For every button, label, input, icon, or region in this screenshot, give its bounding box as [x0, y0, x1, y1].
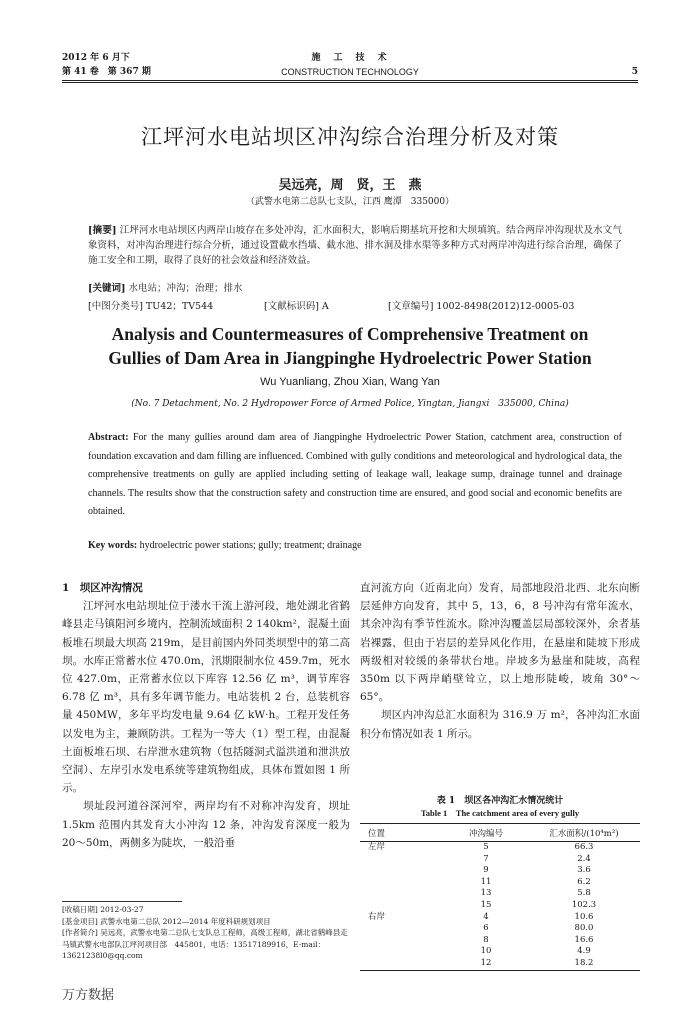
footnote-rule — [62, 901, 182, 902]
footer-watermark-text: 万方数据 — [62, 988, 115, 1003]
keywords-cn — [88, 281, 622, 296]
keywords-en-text: hydroelectric power stations; gully; treatment; drainage — [139, 540, 362, 551]
table-cell-position — [360, 958, 444, 970]
keywords-cn-label: [关键词] — [88, 283, 126, 294]
table-cell-gully-no: 6 — [483, 923, 489, 934]
keywords-en-label: Key words: — [88, 540, 138, 551]
table-header-gully-no: 冲沟编号 — [444, 824, 528, 842]
keywords-cn-text: 水电站；冲沟；治理；排水 — [128, 283, 243, 294]
keywords-en — [88, 540, 622, 551]
table-cell-position — [360, 854, 444, 866]
table-row — [360, 842, 640, 854]
table-cell-position — [360, 935, 444, 947]
table-cell-gully-no: 11 — [480, 876, 492, 887]
table-row — [360, 923, 640, 935]
table-cell-gully-no: 8 — [483, 934, 489, 945]
section-1-heading: 1 坝区冲沟情况 — [62, 582, 143, 594]
authors-cn: 吴远亮，周 贤，王 燕 — [278, 178, 422, 193]
table-1-caption-en: Table 1 The catchment area of every gully — [420, 808, 580, 818]
table-cell-area: 6.2 — [577, 876, 591, 887]
page-number: 5 — [631, 67, 638, 77]
clc-number: [中图分类号] TU42；TV544 — [88, 301, 214, 312]
table-row — [360, 888, 640, 900]
table-cell-area: 16.6 — [574, 934, 594, 945]
abstract-cn-text: 江坪河水电站坝区内两岸山坡存在多处冲沟，汇水面积大，影响后期基坑开挖和大坝填筑。结合两岸冲沟现状及水文气象资料，对冲沟治理进行综合分析，通过设置截水挡墙、截水池、排水洞及排水渠等多种方式对两岸冲沟进行综合治理，确保了施工安全和工期，取得了良好的社会效益和经济效益。 — [88, 225, 622, 266]
footnotes — [62, 904, 352, 962]
table-row — [360, 935, 640, 947]
section-1-para-1: 江坪河水电站坝址位于溇水干流上游河段，地处湖北省鹤峰县走马镇阳河乡境内，控制流域面积 2 140km²，混凝土面板堆石坝最大坝高 219m，是目前国内外同类坝型中的第二高坝。水库正常蓄水位 470.0m，汛期限制水位 459.7m，死水位 427.0m，正常蓄水位以下库容 12.56 亿 m³，调节库容 6.78 亿 m³，具有多年调节能力。电站装机 2 台，总装机容量 450MW，多年平均发电量 9.64 亿 kW·h。工程开发任务以发电为主，兼顾防洪。工程为一等大（1）型工程，由混凝土面板堆石坝、右岸泄水建筑物（包括隧洞式溢洪道和泄洪放空洞）、左岸引水发电系统等建筑物组成，具体布置如图 1 所示。 — [62, 600, 350, 795]
affiliation-cn: （武警水电第二总队七支队，江西 鹰潭 335000） — [245, 197, 455, 207]
table-cell-position: 左岸 — [368, 842, 386, 852]
issue-volume: 第 41 卷 第 367 期 — [62, 67, 151, 77]
abstract-en — [88, 429, 622, 522]
table-cell-area: 4.9 — [577, 946, 591, 957]
section-1-para-2: 坝址段河道谷深河窄，两岸均有不对称冲沟发育，坝址 1.5km 范围内其发育大小冲沟 12 条，冲沟发育深度一般为 20～50m，两侧多为陡坎，一般沿垂 — [62, 800, 350, 849]
paper-title-en-line2: Gullies of Dam Area in Jiangpinghe Hydroelectric Power Station — [108, 348, 592, 368]
section-1-para-3: 直河流方向（近南北向）发育，局部地段沿北西、北东向断层延伸方向发育，其中 5，13，6，8 号冲沟有常年流水，其余冲沟有季节性流水。除冲沟覆盖层局部较深外，余者基岩裸露，但由于岩层的差异风化作用，在悬崖和陡坡下形成两级相对较缓的条带状台地。岸坡多为悬崖和陡坡，高程 350m 以下两岸峭壁耸立，以上地形陡峻，坡角 30°～65°。 — [360, 582, 640, 704]
table-cell-area: 5.8 — [577, 888, 591, 899]
table-cell-position — [360, 877, 444, 889]
table-row — [360, 865, 640, 877]
table-cell-gully-no: 12 — [444, 958, 528, 970]
table-cell-area: 18.2 — [528, 958, 640, 970]
table-cell-area: 3.6 — [577, 865, 591, 876]
table-cell-gully-no: 15 — [480, 899, 492, 910]
right-column — [360, 579, 640, 743]
table-cell-area: 66.3 — [574, 842, 594, 852]
abstract-en-label: Abstract: — [88, 432, 129, 443]
table-cell-gully-no: 5 — [483, 842, 489, 852]
table-cell-gully-no: 7 — [483, 853, 489, 864]
table-cell-area: 10.6 — [574, 911, 594, 922]
table-header-row — [360, 824, 640, 842]
header-rule — [62, 80, 638, 81]
table-cell-area: 2.4 — [577, 853, 591, 864]
table-row — [360, 912, 640, 924]
table-row — [360, 877, 640, 889]
table-cell-position — [360, 865, 444, 877]
footnote-author: [作者简介] 吴远亮，武警水电第二总队七支队总工程师，高级工程师，湖北省鹤峰县走马镇武警水电部队江坪河项目部 445801，电话：13517189916，E-mail：13621238l0@qq.com — [62, 928, 348, 960]
abstract-cn — [88, 223, 622, 268]
table-cell-position — [360, 946, 444, 958]
abstract-en-text: For the many gullies around dam area of Jiangpinghe Hydroelectric Power Station, catchment area, construction of foundation excavation and dam filling are influenced. Combined with gully conditions and meteorological and hydrological data, the comprehensive treatments on gully are applied including setting of leakage wall, leakage sump, drainage tunnel and drainage channels. The results show that the construction safety and construction time are ensured, and good social and economic benefits are obtained. — [88, 432, 623, 517]
table-1-caption-cn: 表 1 坝区各冲沟汇水情况统计 — [436, 796, 564, 806]
table-header-position: 位置 — [360, 824, 444, 842]
table-row — [360, 900, 640, 912]
table-cell-area: 80.0 — [574, 923, 594, 934]
table-cell-area: 102.3 — [571, 899, 597, 910]
section-1-para-4: 坝区内冲沟总汇水面积为 316.9 万 m²，各冲沟汇水面积分布情况如表 1 所示。 — [360, 709, 640, 740]
footnote-fund: [基金项目] 武警水电第二总队 2012—2014 年度科研规划项目 — [62, 916, 271, 926]
issue-date: 2012 年 6 月下 — [62, 53, 130, 63]
table-row — [360, 958, 640, 970]
journal-name-cn: 施 工 技 术 — [311, 53, 389, 63]
table-cell-position — [360, 900, 444, 912]
table-header-area: 汇水面积/(10⁴m²) — [528, 824, 640, 842]
journal-name-en: CONSTRUCTION TECHNOLOGY — [281, 67, 419, 77]
table-cell-gully-no: 10 — [480, 946, 492, 957]
paper-title-en-line1: Analysis and Countermeasures of Comprehensive Treatment on — [111, 324, 589, 344]
left-column — [62, 579, 350, 852]
table-cell-gully-no: 4 — [483, 911, 489, 922]
table-1 — [360, 823, 640, 971]
footnote-received: [收稿日期] 2012-03-27 — [62, 905, 144, 914]
authors-en: Wu Yuanliang, Zhou Xian, Wang Yan — [260, 376, 440, 388]
table-row — [360, 946, 640, 958]
table-cell-position — [360, 923, 444, 935]
table-row — [360, 854, 640, 866]
document-code: [文献标识码] A — [264, 301, 329, 312]
table-cell-position — [360, 888, 444, 900]
table-cell-gully-no: 9 — [483, 865, 489, 876]
abstract-cn-label: [摘要] — [88, 225, 117, 236]
article-number: [文章编号] 1002-8498(2012)12-0005-03 — [388, 301, 575, 312]
affiliation-en: (No. 7 Detachment, No. 2 Hydropower Force of Armed Police, Yingtan, Jiangxi 335000, China) — [131, 399, 569, 409]
table-cell-gully-no: 13 — [480, 888, 492, 899]
paper-title-cn: 江坪河水电站坝区冲沟综合治理分析及对策 — [141, 125, 559, 149]
header-rule-2 — [62, 82, 638, 83]
table-cell-position: 右岸 — [368, 911, 386, 922]
